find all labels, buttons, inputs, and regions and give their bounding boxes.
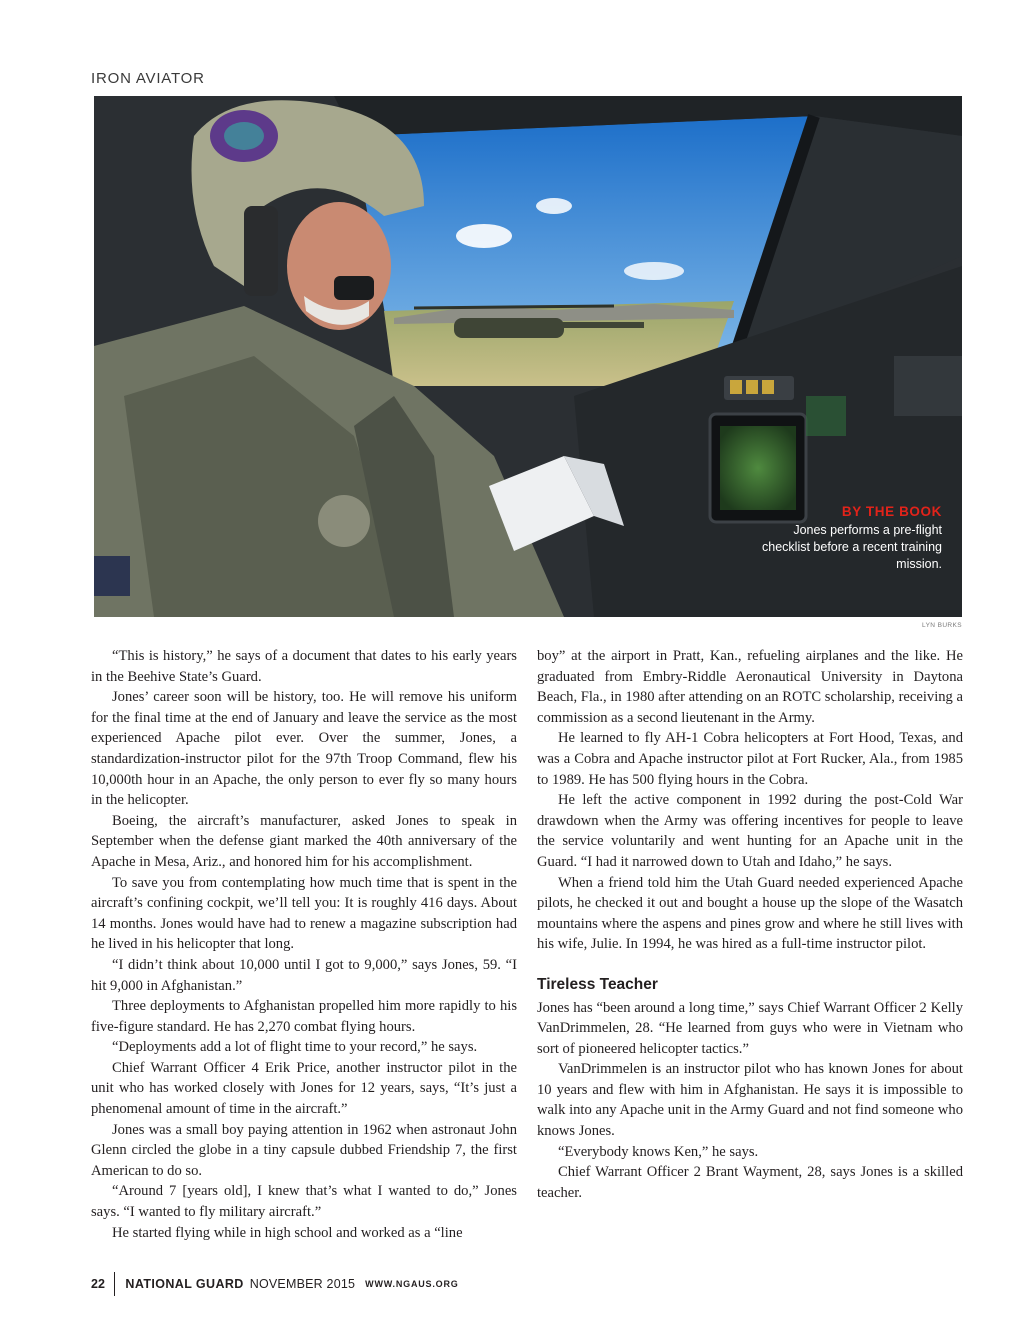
paragraph: “I didn’t think about 10,000 until I got to 9,000,” says Jones, 59. “I hit 9,000 in Afghanistan.” bbox=[91, 956, 517, 994]
website-url: WWW.NGAUS.ORG bbox=[365, 1279, 459, 1289]
footer-divider bbox=[114, 1272, 116, 1296]
caption-text: Jones performs a pre-flight checklist before a recent training mission. bbox=[762, 523, 942, 571]
paragraph: VanDrimmelen is an instructor pilot who has known Jones for about 10 years and flew with him in Afghanistan. He says it is impossible to walk into any Apache unit in the Army Guard and not find someone who knows Jones. bbox=[537, 1061, 963, 1140]
paragraph: Chief Warrant Officer 4 Erik Price, another instructor pilot in the unit who has worked closely with Jones for 12 years, says, “It’s just a phenomenal amount of time in the aircraft.” bbox=[91, 1059, 517, 1118]
page-footer bbox=[91, 1272, 459, 1296]
paragraph: He left the active component in 1992 during the post-Cold War drawdown when the Army was offering incentives for people to leave the service voluntarily and went hunting for an Apache unit in the Guard. “I had it narrowed down to Utah and Idaho,” he says. bbox=[537, 792, 963, 870]
paragraph: “This is history,” he says of a document that dates to his early years in the Beehive State’s Guard. bbox=[91, 648, 517, 685]
paragraph: He learned to fly AH-1 Cobra helicopters at Fort Hood, Texas, and was a Cobra and Apache instructor pilot at Fort Rucker, Ala., from 1985 to 1989. He has 500 flying hours in the Cobra. bbox=[537, 730, 963, 788]
feature-photo bbox=[94, 96, 962, 617]
paragraph: Jones was a small boy paying attention in 1962 when astronaut John Glenn circled the globe in a tiny capsule dubbed Friendship 7, the first American to do so. bbox=[91, 1121, 517, 1179]
article-column-right bbox=[537, 646, 963, 1203]
paragraph: “Deployments add a lot of flight time to your record,” he says. bbox=[112, 1039, 478, 1056]
section-subhead: Tireless Teacher bbox=[537, 975, 658, 993]
photo-caption bbox=[742, 504, 942, 573]
paragraph: boy” at the airport in Pratt, Kan., refueling airplanes and the like. He graduated from Embry-Riddle Aeronautical University in Daytona Beach, Fla., in 1980 after attending on an ROTC scholarship, receiving a commission as a second lieutenant in the Army. bbox=[537, 648, 963, 726]
magazine-name: NATIONAL GUARD bbox=[125, 1277, 244, 1291]
paragraph: He started flying while in high school and worked as a “line bbox=[112, 1224, 463, 1241]
paragraph: Chief Warrant Officer 2 Brant Wayment, 28, says Jones is a skilled teacher. bbox=[537, 1164, 963, 1201]
caption-headline: BY THE BOOK bbox=[841, 504, 942, 519]
photo-credit: LYN BURKS bbox=[922, 622, 962, 629]
page-number: 22 bbox=[91, 1277, 105, 1291]
paragraph: Jones’ career soon will be history, too. He will remove his uniform for the final time at the end of January and leave the service as the most experienced Apache pilot ever. Over the summer, Jones, a standardization-instructor pilot for the 97th Troop Command, flew his 10,000th hour in an Apache, the only person to ever fly so many hours in the helicopter. bbox=[91, 689, 517, 809]
paragraph: To save you from contemplating how much time that is spent in the aircraft’s confining cockpit, we’ll tell you: It is roughly 416 days. About 14 months. Jones would have had to renew a magazine subscription had he lived in his helicopter that long. bbox=[91, 874, 517, 953]
paragraph: When a friend told him the Utah Guard needed experienced Apache pilots, he checked it out and bought a house up the slope of the Wasatch mountains where the aspens and pines grow and where he still lives with his wife, Julie. In 1994, he was hired as a full-time instructor pilot. bbox=[537, 874, 963, 953]
paragraph: Boeing, the aircraft’s manufacturer, asked Jones to speak in September when the defense giant marked the 40th anniversary of the Apache in Mesa, Ariz., and honored him for his accomplishment. bbox=[91, 812, 517, 870]
issue-date: NOVEMBER 2015 bbox=[249, 1277, 356, 1291]
paragraph: Three deployments to Afghanistan propelled him more rapidly to his five-figure standard. He has 2,270 combat flying hours. bbox=[91, 998, 517, 1035]
paragraph: “Around 7 [years old], I knew that’s what I wanted to do,” Jones says. “I wanted to fly military aircraft.” bbox=[91, 1183, 517, 1221]
section-label: IRON AVIATOR bbox=[91, 70, 205, 87]
article-column-left bbox=[91, 646, 517, 1243]
paragraph: “Everybody knows Ken,” he says. bbox=[558, 1143, 759, 1160]
paragraph: Jones has “been around a long time,” says Chief Warrant Officer 2 Kelly VanDrimmelen, 28. “He learned from guys who were in Vietnam who sort of pioneered helicopter tactics.” bbox=[537, 999, 963, 1057]
